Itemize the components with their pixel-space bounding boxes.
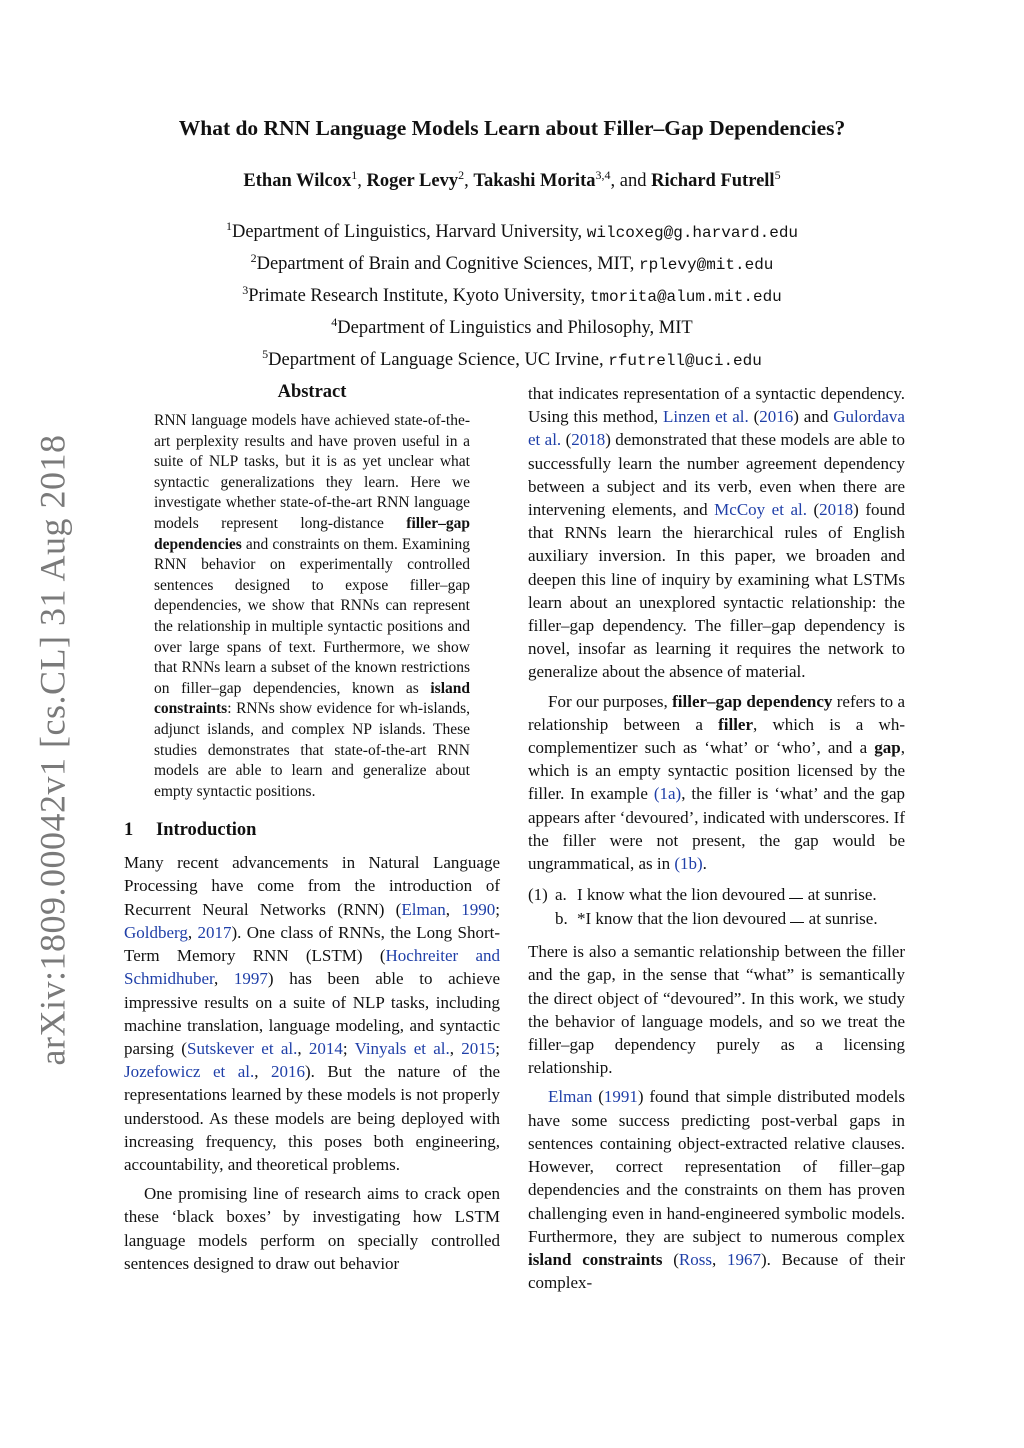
email-link[interactable]: wilcoxeg@g.harvard.edu: [586, 224, 799, 243]
intro-paragraph-2: One promising line of research aims to crack open these ‘black boxes’ by investigating how LSTM language models perform on specially controlled sentences designed to draw out behavior: [124, 1184, 500, 1273]
affiliation: [100, 310, 924, 341]
intro-paragraph-1: [124, 851, 500, 1176]
citation-link[interactable]: Linzen et al.: [663, 407, 749, 427]
author-name: Takashi Morita: [473, 171, 596, 192]
section-number: 1: [124, 820, 134, 841]
text-run: .: [702, 854, 707, 874]
text-run: ,: [187, 922, 198, 942]
text-run: Many recent advancements in Natural Language Processing have come from the introduction of Recurrent Neural Networks (RNN) (: [124, 853, 500, 919]
text-run: (: [806, 500, 820, 520]
section-heading-introduction: [124, 820, 500, 841]
citation-link[interactable]: Elman: [548, 1087, 593, 1107]
author-sep: ,: [464, 171, 474, 192]
example-label: a.: [555, 885, 567, 905]
citation-link[interactable]: 2014: [308, 1038, 343, 1058]
affiliation-sup: 3: [242, 283, 249, 298]
author-sep: , and: [610, 171, 652, 192]
author-list: [100, 168, 924, 192]
text-run: ). But the nature of the representations learned by these models is not properly understood. As these models are being deployed with increasing frequency, this poses both engineering, accountability, and theoretical problems.: [124, 1062, 501, 1174]
author-sep: ,: [357, 171, 367, 192]
sentence-text: at sunrise.: [808, 908, 878, 928]
citation-link[interactable]: 1991: [603, 1087, 638, 1107]
right-paragraph-4: [528, 1085, 905, 1294]
text-run: ,: [254, 1062, 271, 1082]
affiliation-text: Department of Brain and Cognitive Sciences, MIT,: [256, 254, 639, 275]
affiliation-sup: 5: [262, 346, 269, 361]
citation-link[interactable]: 2015: [461, 1038, 496, 1058]
citation-link[interactable]: Goldberg: [124, 922, 188, 942]
email-link[interactable]: rplevy@mit.edu: [638, 256, 774, 275]
text-run: ,: [445, 899, 462, 919]
text-run: (: [748, 407, 760, 427]
citation-link[interactable]: McCoy et al.: [714, 500, 807, 520]
abstract-text: [154, 411, 470, 802]
citation-link[interactable]: 1990: [461, 899, 496, 919]
text-run: , the filler is ‘what’ and the gap appears after ‘devoured’, indicated with underscores. If the filler were not present, the gap would be ungrammatical, as in: [528, 784, 905, 874]
text-run: ;: [342, 1038, 355, 1058]
citation-link[interactable]: Ross: [678, 1249, 712, 1269]
citation-link[interactable]: 2016: [759, 407, 794, 427]
text-run: For our purposes,: [548, 691, 673, 711]
citation-link[interactable]: 2017: [197, 922, 232, 942]
text-run: ) demonstrated that these models are able to successfully learn the number agreement dependency between a subject and its verb, even when there are intervening elements, and: [528, 430, 905, 520]
abstract-run: : RNNs show evidence for wh-islands, adjunct islands, and complex NP islands. These studies demonstrates that state-of-the-art RNN models are able to learn and generalize about empty syntactic positions.: [154, 700, 470, 800]
affiliation: [100, 278, 924, 310]
example-row-a: [528, 883, 905, 907]
citation-link[interactable]: 2016: [270, 1062, 305, 1082]
text-run: ,: [213, 969, 234, 989]
text-run: ) has been able to achieve impressive results on a suite of NLP tasks, including machine translation, language modeling, and syntactic parsing (: [124, 969, 501, 1058]
linguistic-example: [528, 883, 905, 930]
author-sup: 1: [351, 168, 358, 182]
bold-term: gap: [874, 738, 901, 758]
right-column: [528, 382, 905, 1294]
text-run: refers to a relationship between a: [528, 691, 905, 734]
author-sup: 3,4: [595, 168, 611, 182]
affiliation-text: Department of Linguistics and Philosophy, MIT: [337, 318, 693, 339]
bold-term: island constraints: [528, 1249, 663, 1269]
affiliation-list: [100, 214, 924, 374]
abstract-heading: Abstract: [277, 382, 347, 402]
abstract-bold-term: island constraints: [154, 679, 470, 718]
text-run: ). Because of their complex-: [528, 1249, 905, 1293]
author-sup: 5: [774, 168, 781, 182]
bold-term: filler–gap dependency: [672, 691, 833, 711]
affiliation-sup: 2: [250, 251, 257, 266]
left-column: [124, 382, 500, 1275]
paper-title: What do RNN Language Models Learn about Filler–Gap Dependencies?: [178, 116, 846, 140]
affiliation-text: Department of Language Science, UC Irvine,: [268, 349, 609, 370]
abstract-bold-term: filler–gap dependencies: [154, 514, 470, 553]
citation-link[interactable]: Sutskever et al.: [186, 1038, 298, 1058]
text-run: ;: [495, 899, 501, 919]
affiliation: [100, 214, 924, 246]
citation-link[interactable]: Vinyals et al.: [354, 1038, 450, 1058]
author-sup: 2: [458, 168, 465, 182]
section-title: Introduction: [156, 820, 257, 841]
text-run: , which is an empty syntactic position licensed by the filler. In example: [528, 738, 905, 804]
citation-link[interactable]: 2018: [819, 500, 854, 520]
text-run: ,: [449, 1038, 462, 1058]
right-paragraph-3: There is also a semantic relationship between the filler and the gap, in the sense that “what” is semantically the direct object of “devoured”. In this work, we study the behavior of language models, and so we treat the filler–gap dependency purely as a licensing relationship.: [528, 942, 905, 1078]
affiliation-sup: 1: [225, 219, 232, 233]
text-run: ,: [297, 1038, 309, 1058]
text-run: ) found that simple distributed models have some success predicting post-verbal gaps in sentences containing object-extracted relative clauses. However, correct representation of filler–gap dependencies and the constraints on them has proven challenging even in hand-engineered symbolic models. Furthermore, they are subject to numerous complex: [528, 1087, 905, 1246]
author-name: Ethan Wilcox: [243, 171, 352, 192]
example-ref-link[interactable]: (1a): [653, 784, 682, 804]
text-run: ;: [495, 1038, 500, 1058]
affiliation-text: Primate Research Institute, Kyoto University,: [248, 286, 590, 307]
affiliation: [100, 246, 924, 278]
author-name: Roger Levy: [366, 171, 459, 192]
example-ref-link[interactable]: (1b): [674, 854, 703, 874]
citation-link[interactable]: Gulordava et al.: [528, 407, 905, 450]
right-paragraph-2: [528, 690, 905, 876]
author-name: Richard Futrell: [651, 171, 775, 192]
gap-underscore: [789, 897, 803, 899]
email-link[interactable]: rfutrell@uci.edu: [608, 351, 762, 370]
abstract-run: and constraints on them. Examining RNN behavior on experimentally controlled sentences designed to expose filler–gap dependencies, we show that RNNs can represent the relationship in multiple syntactic positions and over large spans of text. Furthermore, we show that RNNs learn a subset of the known restrictions on filler–gap dependencies, known as: [154, 535, 470, 697]
example-number: (1): [528, 885, 548, 905]
citation-link[interactable]: Jozefowicz et al.: [124, 1062, 255, 1082]
text-run: ). One class of RNNs, the Long Short-Term Memory RNN (LSTM) (: [124, 922, 500, 966]
text-run: (: [662, 1249, 679, 1269]
text-run: , which is a wh-complementizer such as ‘what’ or ‘who’, and a: [528, 714, 905, 758]
example-sentence: [577, 907, 878, 931]
affiliation-sup: 4: [331, 315, 338, 330]
text-run: that indicates representation of a syntactic dependency. Using this method,: [528, 384, 905, 427]
arxiv-stamp-text: arXiv:1809.00042v1 [cs.CL] 31 Aug 2018: [32, 434, 73, 1066]
text-run: ) and: [793, 407, 834, 427]
text-run: (: [561, 430, 572, 450]
bold-term: filler: [718, 714, 754, 734]
example-label: b.: [555, 908, 568, 928]
citation-link[interactable]: Elman: [401, 899, 446, 919]
abstract-run: RNN language models have achieved state-of-the-art perplexity results and have proven useful in a suite of NLP tasks, but it is as yet unclear what syntactic generalizations they learn. Here we investigate whether state-of-the-art RNN language models represent long-distance: [154, 412, 470, 532]
sentence-text: I know what the lion devoured: [577, 885, 786, 905]
text-run: ) found that RNNs learn the hierarchical rules of English auxiliary inversion. In this paper, we broaden and deepen this line of inquiry by examining what LSTMs learn about an unexplored syntactic relationship: the filler–gap dependency. The filler–gap dependency is novel, insofar as learning it requires the network to generalize about the absence of material.: [528, 500, 905, 682]
citation-link[interactable]: 1997: [233, 969, 268, 989]
right-paragraph-1: [528, 382, 905, 684]
sentence-text: at sunrise.: [807, 885, 877, 905]
citation-link[interactable]: 1967: [726, 1249, 761, 1269]
text-run: ,: [711, 1249, 727, 1269]
citation-link[interactable]: Hochreiter and Schmidhuber: [124, 946, 501, 989]
citation-link[interactable]: 2018: [571, 430, 606, 450]
affiliation: [100, 342, 924, 374]
text-run: (: [592, 1087, 604, 1107]
arxiv-stamp: [22, 434, 82, 1066]
affiliation-text: Department of Linguistics, Harvard University,: [231, 222, 587, 243]
gap-underscore: [790, 921, 804, 923]
sentence-text: *I know that the lion devoured: [577, 908, 787, 928]
example-row-b: [528, 907, 905, 931]
example-sentence: [577, 883, 877, 907]
email-link[interactable]: tmorita@alum.mit.edu: [589, 288, 782, 307]
